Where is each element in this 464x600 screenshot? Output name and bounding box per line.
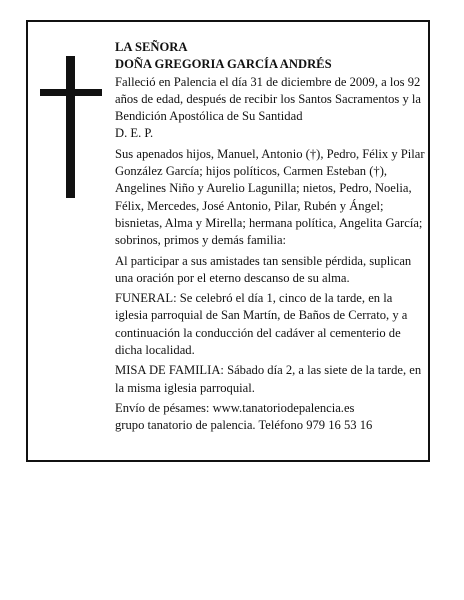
- notice-condolences: Envío de pésames: www.tanatoriodepalencia.es: [115, 400, 355, 415]
- notice-deceased-name: DOÑA GREGORIA GARCÍA ANDRÉS: [115, 57, 332, 72]
- obituary-notice: [26, 20, 430, 462]
- notice-family-paragraph: Sus apenados hijos, Manuel, Antonio (†), Pedro, Félix y Pilar González García; hijos políticos, Carmen Esteban (†), Angelines Niño y Aurelio Lagunilla; nietos, Pedro, Noelia, Félix, Mercedes, José Antonio, Pilar, Rubén y Ángel; bisnietas, Alma y Mirella; hermana política, Angelita García; sobrinos, primos y demás familia:: [115, 146, 425, 248]
- notice-title-line1: LA SEÑORA: [115, 40, 188, 54]
- notice-request-paragraph: Al participar a sus amistades tan sensible pérdida, suplican una oración por el eterno descanso de su alma.: [115, 253, 412, 285]
- cross-vertical-bar: [66, 56, 75, 198]
- cross-horizontal-bar: [40, 89, 102, 96]
- notice-mass-paragraph: MISA DE FAMILIA: Sábado día 2, a las siete de la tarde, en la misma iglesia parroquial.: [115, 363, 422, 395]
- cross-icon: [40, 56, 102, 198]
- notice-funeral-paragraph: FUNERAL: Se celebró el día 1, cinco de la tarde, en la iglesia parroquial de San Martín, de Baños de Cerrato, y a continuación la conducción del cadáver al cementerio de dicha localidad.: [115, 291, 408, 358]
- notice-rip: D. E. P.: [115, 126, 154, 141]
- notice-text: [115, 39, 427, 435]
- notice-death-paragraph: Falleció en Palencia el día 31 de diciembre de 2009, a los 92 años de edad, después de recibir los Santos Sacramentos y la Bendición Apostólica de Su Santidad: [115, 74, 422, 124]
- notice-contact: grupo tanatorio de palencia. Teléfono 979 16 53 16: [115, 418, 373, 433]
